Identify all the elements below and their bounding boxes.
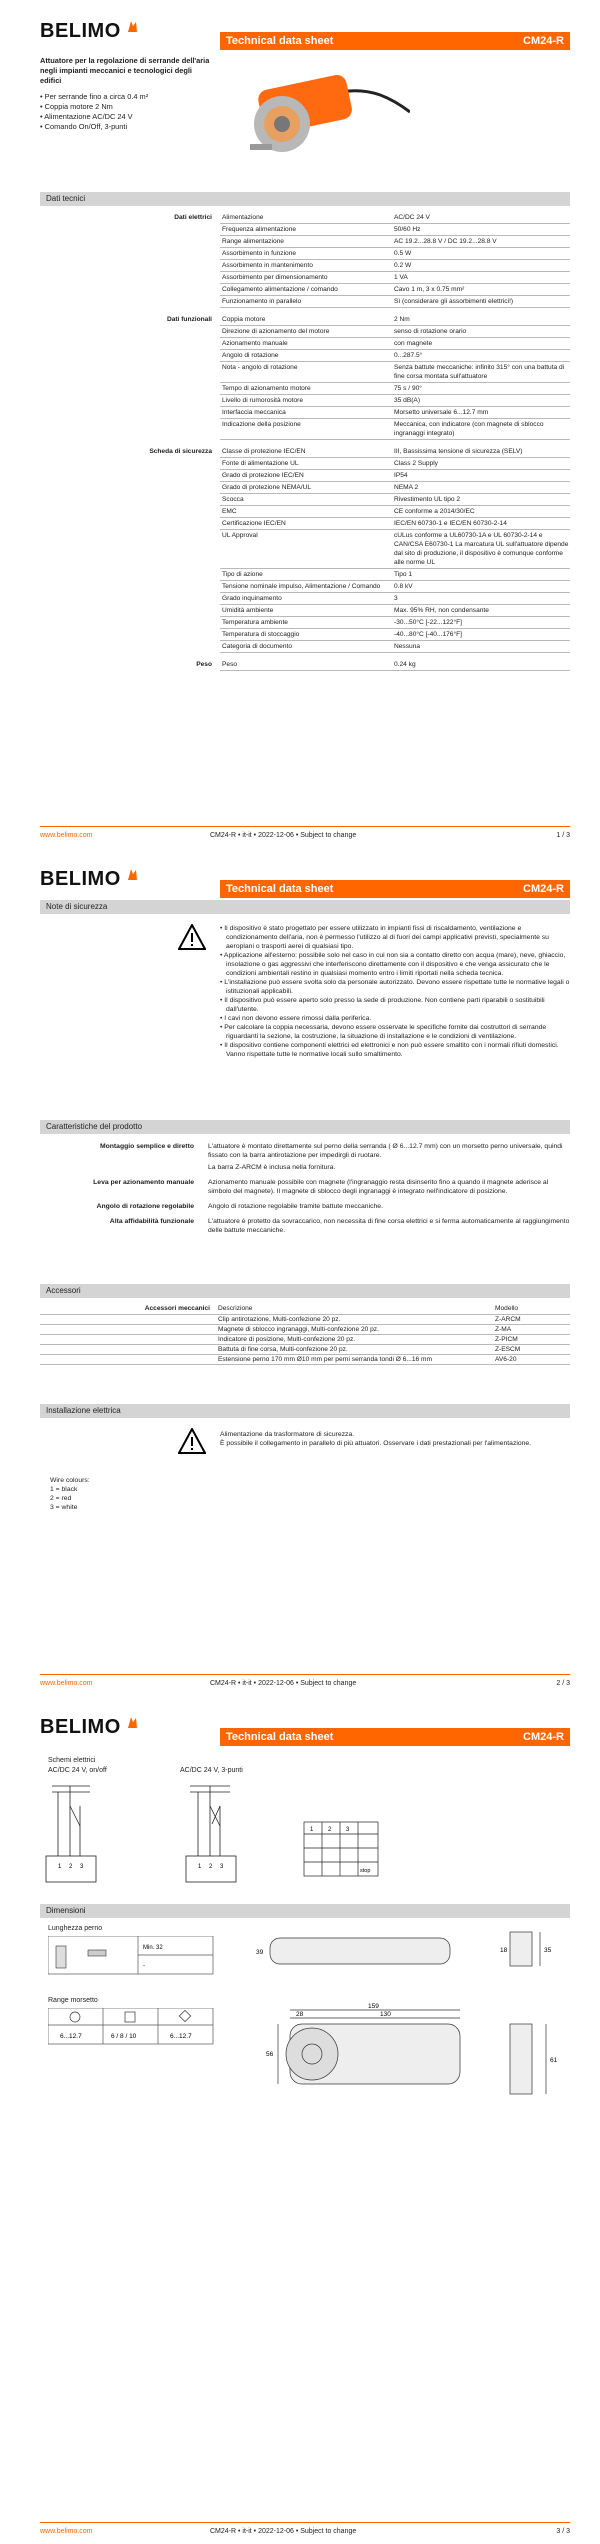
tech-value: III, Bassissima tensione di sicurezza (SELV) [394, 448, 523, 455]
accessory-model: Z-MA [495, 1326, 512, 1333]
accessory-spacer [40, 1325, 218, 1334]
dim-18: 18 [500, 1947, 508, 1954]
feature-label: Leva per azionamento manuale [93, 1179, 194, 1186]
tech-value: IP54 [394, 472, 408, 479]
tech-group-label: Peso [196, 661, 212, 668]
footer-site-link[interactable]: www.belimo.com [40, 2528, 93, 2535]
tech-value: Rivestimento UL tipo 2 [394, 496, 461, 503]
tech-key: Peso [222, 661, 238, 668]
tech-key: Angolo di rotazione [222, 352, 279, 359]
safety-note: • Il dispositivo può essere aperto solo presso la sede di produzione. Non contiene parti riparabili o sostituibili dall'utente. [220, 996, 570, 1014]
tech-row [220, 530, 570, 569]
tech-key: Fonte di alimentazione UL [222, 460, 299, 467]
switch-col-2: 2 [328, 1827, 332, 1833]
clamp-value: 6 / 8 / 10 [111, 2033, 137, 2040]
footer-site-link[interactable]: www.belimo.com [40, 1680, 93, 1687]
doc-type: Technical data sheet [226, 35, 334, 47]
tech-key: Interfaccia meccanica [222, 409, 286, 416]
logo-text: BELIMO [40, 868, 121, 890]
switch-col-1: 1 [310, 1827, 314, 1833]
accessories-label: Accessori meccanici [144, 1305, 210, 1312]
tech-value: 1 VA [394, 274, 408, 281]
section-dimensions: Dimensioni [40, 1904, 570, 1918]
section-safety: Note di sicurezza [40, 900, 570, 914]
tech-row [220, 506, 570, 518]
tech-row [220, 641, 570, 653]
accessory-model: Z-ESCM [495, 1346, 521, 1353]
tech-key: Grado di protezione NEMA/UL [222, 484, 312, 491]
tech-value: -30...50°C [-22...122°F] [394, 619, 462, 626]
intro-bullet: • Per serrande fino a circa 0.4 m² [40, 92, 215, 102]
tech-key: Assorbimento in mantenimento [222, 262, 313, 269]
tech-row [220, 383, 570, 395]
tech-row [220, 338, 570, 350]
tech-row [220, 518, 570, 530]
tech-row [220, 617, 570, 629]
page-number: 1 / 3 [556, 832, 570, 839]
flame-icon [126, 1716, 138, 1728]
tech-key: Livello di rumorosità motore [222, 397, 303, 404]
tech-value: Cavo 1 m, 3 x 0.75 mm² [394, 286, 465, 293]
actuator-product-image [220, 52, 410, 172]
tech-row [220, 314, 570, 326]
accessory-model: Z-PICM [495, 1336, 518, 1343]
page-2 [0, 848, 600, 1696]
feature-text: Azionamento manuale possibile con magnete (l'ingranaggio resta disinserito fino a quando il magnete aderisce al simbolo del magnete). Il magnete di sblocco degli ingranaggi è integrato nell'indicatore di posizione. [208, 1179, 549, 1195]
tech-value: CE conforme a 2014/30/EC [394, 508, 475, 515]
belimo-logo [40, 20, 138, 48]
tech-key: Range alimentazione [222, 238, 284, 245]
accessory-desc: Estensione perno 170 mm Ø10 mm per perni serranda tondi Ø 6...16 mm [218, 1356, 433, 1363]
shaft-min: Min. 32 [143, 1945, 163, 1951]
tech-key: UL Approval [222, 532, 258, 539]
accessory-row [40, 1315, 570, 1325]
intro-bullet: • Comando On/Off, 3-punti [40, 122, 215, 132]
footer-info: CM24-R • it-it • 2022-12-06 • Subject to change [210, 2528, 357, 2535]
tech-value: con magnete [394, 340, 433, 347]
accessory-spacer [40, 1345, 218, 1354]
tech-key: Tensione nominale impulso, Alimentazione / Comando [222, 583, 381, 590]
tech-key: Alimentazione [222, 214, 264, 221]
accessories-header [40, 1304, 570, 1315]
electrical-warning [220, 1430, 560, 1448]
clamp-range-title: Range morsetto [48, 1997, 98, 2004]
feature-label: Angolo di rotazione regolabile [96, 1203, 194, 1210]
intro-title: Attuatore per la regolazione di serrande dell'aria negli impianti meccanici e tecnologici degli edifici [40, 56, 210, 85]
tech-key: EMC [222, 508, 237, 515]
tech-value: 2 Nm [394, 316, 410, 323]
logo-text: BELIMO [40, 1716, 121, 1738]
switch-col-3: 3 [346, 1827, 350, 1833]
section-features: Caratteristiche del prodotto [40, 1120, 570, 1134]
tech-group-label: Dati elettrici [174, 214, 212, 221]
model-name: CM24-R [523, 35, 564, 47]
dim-39: 39 [256, 1949, 264, 1956]
tech-value: AC/DC 24 V [394, 214, 430, 221]
tech-value: Morsetto universale 6...12.7 mm [394, 409, 489, 416]
shaft-dash: - [143, 1963, 145, 1969]
tech-row [220, 407, 570, 419]
tech-row [220, 296, 570, 308]
footer-info: CM24-R • it-it • 2022-12-06 • Subject to change [210, 1680, 357, 1687]
tech-row [220, 605, 570, 617]
feature-text: L'attuatore è protetto da sovraccarico, non necessita di fine corsa elettrici e si ferma automaticamente al raggiungimento delle battute meccaniche. [208, 1218, 570, 1234]
wiring-diagrams [40, 1776, 570, 1896]
feature-text: Angolo di rotazione regolabile tramite battute meccaniche. [208, 1203, 383, 1210]
stop-label: stop [360, 1868, 371, 1874]
tech-row [220, 581, 570, 593]
tech-value: AC 19.2...28.8 V / DC 19.2...28.8 V [394, 238, 497, 245]
flame-icon [126, 868, 138, 880]
tech-value: Nessuna [394, 643, 421, 650]
feature-item [40, 1142, 570, 1172]
header-banner [220, 1728, 570, 1746]
clamp-range-diagram [48, 2008, 223, 2048]
footer-info: CM24-R • it-it • 2022-12-06 • Subject to change [210, 832, 357, 839]
terminal-2: 2 [69, 1864, 73, 1870]
tech-value: IEC/EN 60730-1 e IEC/EN 60730-2-14 [394, 520, 507, 527]
accessory-desc: Magnete di sblocco ingranaggi, Multi-confezione 20 pz. [218, 1326, 379, 1333]
feature-text: L'attuatore è montato direttamente sul perno della serranda ( Ø 6...12.7 mm) con un morsetto perno universale, quindi fissato con la barra antirotazione per impedirgli di ruotare. [208, 1143, 563, 1159]
tech-key: Assorbimento per dimensionamento [222, 274, 328, 281]
tech-key: Tipo di azione [222, 571, 263, 578]
tech-value: 50/60 Hz [394, 226, 421, 233]
tech-value: Class 2 Supply [394, 460, 438, 467]
tech-row [220, 260, 570, 272]
terminal-1: 1 [58, 1864, 62, 1870]
page-1 [0, 0, 600, 848]
footer [40, 826, 570, 839]
tech-key: Frequenza alimentazione [222, 226, 297, 233]
tech-row [220, 272, 570, 284]
tech-group [40, 659, 570, 671]
tech-row [220, 284, 570, 296]
tech-row [220, 350, 570, 362]
tech-key: Coppia motore [222, 316, 266, 323]
scheme-left-title: AC/DC 24 V, on/off [48, 1767, 107, 1774]
accessory-row [40, 1325, 570, 1335]
tech-key: Assorbimento in funzione [222, 250, 297, 257]
tech-group-label: Scheda di sicurezza [149, 448, 212, 455]
intro-bullet: • Alimentazione AC/DC 24 V [40, 112, 215, 122]
footer-site-link[interactable]: www.belimo.com [40, 832, 93, 839]
tech-value: 0.5 W [394, 250, 412, 257]
tech-row [220, 212, 570, 224]
intro-block [40, 56, 215, 132]
tech-row [220, 629, 570, 641]
doc-type: Technical data sheet [226, 883, 334, 895]
tech-value: 0.2 W [394, 262, 412, 269]
tech-value: 0.24 kg [394, 661, 416, 668]
warning-text: È possibile il collegamento in parallelo di più attuatori. Osservare i dati prestazionali per l'alimentazione. [220, 1440, 532, 1447]
tech-row [220, 326, 570, 338]
tech-key: Azionamento manuale [222, 340, 288, 347]
tech-row [220, 458, 570, 470]
tech-row [220, 659, 570, 671]
tech-row [220, 395, 570, 407]
tech-row [220, 470, 570, 482]
tech-key: Classe di protezione IEC/EN [222, 448, 306, 455]
tech-key: Scocca [222, 496, 244, 503]
schemes-title: Schemi elettrici [48, 1757, 96, 1764]
tech-key: Direzione di azionamento del motore [222, 328, 330, 335]
col-model: Modello [495, 1305, 519, 1312]
dim-130: 130 [380, 2011, 391, 2018]
safety-note: • Il dispositivo è stato progettato per essere utilizzato in impianti fissi di riscaldamento, ventilazione e condizionamento dell'aria, non è permesso l'utilizzo al di fuori dei campi applicativi previsti, specialmente su aeroplani o trasporti aerei di qualsiasi tipo. [220, 924, 570, 951]
tech-value: Sì (considerare gli assorbimenti elettrici!) [394, 298, 514, 305]
col-desc: Descrizione [218, 1305, 253, 1312]
clamp-value: 6...12.7 [60, 2033, 82, 2040]
tech-value: cULus conforme a UL60730-1A e UL 60730-2-14 e CAN/CSA E60730-1 La marcatura UL sull'attuatore dipende dal sito di produzione, il dispositivo è comunque conforme alle norme UL [394, 532, 569, 566]
tech-row [220, 236, 570, 248]
accessory-row [40, 1345, 570, 1355]
page-3 [0, 1696, 600, 2544]
tech-key: Tempo di azionamento motore [222, 385, 311, 392]
section-accessories: Accessori [40, 1284, 570, 1298]
intro-bullet: • Coppia motore 2 Nm [40, 102, 215, 112]
tech-group [40, 314, 570, 440]
tech-row [220, 248, 570, 260]
accessory-desc: Battuta di fine corsa, Multi-confezione 20 pz. [218, 1346, 348, 1353]
safety-list [220, 924, 570, 1059]
tech-value: NEMA 2 [394, 484, 419, 491]
tech-group [40, 446, 570, 653]
tech-key: Temperatura di stoccaggio [222, 631, 300, 638]
tech-row [220, 593, 570, 605]
tech-value: 75 s / 90° [394, 385, 422, 392]
tech-key: Grado inquinamento [222, 595, 282, 602]
tech-key: Categoria di documento [222, 643, 293, 650]
tech-row [220, 446, 570, 458]
intro-bullets [40, 92, 215, 132]
tech-group-label: Dati funzionali [166, 316, 212, 323]
terminal-3: 3 [80, 1864, 84, 1870]
tech-key: Grado di protezione IEC/EN [222, 472, 304, 479]
section-electrical: Installazione elettrica [40, 1404, 570, 1418]
accessory-row [40, 1335, 570, 1345]
safety-note: • Applicazione all'esterno: possibile solo nel caso in cui non sia a contatto diretto con acqua (mare), neve, ghiaccio, insolazione o gas aggressivi che interferiscono direttamente con il dispositivo e che venga assicurato che le condizioni ambientali restino in qualsiasi momento entro i limiti riportati nella scheda tecnica. [220, 951, 570, 978]
dimension-drawings [240, 1924, 570, 2144]
safety-note: • Per calcolare la coppia necessaria, devono essere osservate le specifiche fornite dai costruttori di serrande riguardanti la sezione, la costruzione, la situazione di installazione e le condizioni di ventilazione. [220, 1023, 570, 1041]
dim-28: 28 [296, 2011, 304, 2018]
dim-56: 56 [266, 2051, 274, 2058]
dim-35: 35 [544, 1947, 552, 1954]
terminal-3: 3 [220, 1864, 224, 1870]
tech-key: Indicazione della posizione [222, 421, 301, 428]
accessory-row [40, 1355, 570, 1365]
tech-value: 0.8 kV [394, 583, 413, 590]
tech-key: Temperatura ambiente [222, 619, 288, 626]
header-banner [220, 32, 570, 50]
feature-item [40, 1217, 570, 1235]
accessory-spacer [40, 1355, 218, 1364]
doc-type: Technical data sheet [226, 1731, 334, 1743]
tech-key: Umidità ambiente [222, 607, 274, 614]
safety-note: • I cavi non devono essere rimossi dalla periferica. [220, 1014, 570, 1023]
wire-title: Wire colours: [50, 1477, 90, 1484]
tech-value: Senza battute meccaniche: infinito 315° con una battuta di fine corsa montata sull'attuatore [394, 364, 565, 380]
feature-item [40, 1178, 570, 1196]
wire-colours [50, 1476, 90, 1512]
header-banner [220, 880, 570, 898]
tech-value: 0...287.5° [394, 352, 423, 359]
model-name: CM24-R [523, 1731, 564, 1743]
safety-note: • L'installazione può essere svolta solo da personale autorizzato. Devono essere rispettate tutte le normative legali o istituzionali applicabili. [220, 978, 570, 996]
shaft-length-title: Lunghezza perno [48, 1925, 103, 1932]
tech-value: senso di rotazione orario [394, 328, 467, 335]
tech-value: -40...80°C [-40...176°F] [394, 631, 462, 638]
footer [40, 2522, 570, 2535]
accessory-model: Z-ARCM [495, 1316, 521, 1323]
accessories-table [40, 1304, 570, 1365]
tech-row [220, 419, 570, 440]
safety-note: • Il dispositivo contiene componenti elettrici ed elettronici e non può essere smaltito con i normali rifiuti domestici. Vanno rispettate tutte le normative locali sullo smaltimento. [220, 1041, 570, 1059]
tech-row [220, 482, 570, 494]
clamp-value: 6...12.7 [170, 2033, 192, 2040]
feature-label: Alta affidabilità funzionale [109, 1218, 194, 1225]
dim-159: 159 [368, 2003, 379, 2010]
flame-icon [126, 20, 138, 32]
belimo-logo [40, 1716, 138, 1744]
tech-value: 35 dB(A) [394, 397, 421, 404]
features-list [40, 1142, 570, 1241]
accessory-spacer [40, 1335, 218, 1344]
terminal-2: 2 [209, 1864, 213, 1870]
footer [40, 1674, 570, 1687]
feature-label: Montaggio semplice e diretto [99, 1143, 194, 1150]
tech-value: Tipo 1 [394, 571, 413, 578]
dim-61: 61 [550, 2057, 558, 2064]
section-tech: Dati tecnici [40, 192, 570, 206]
wire-item: 1 = black [50, 1486, 78, 1493]
tech-key: Certificazione IEC/EN [222, 520, 286, 527]
feature-text: La barra Z-ARCM è inclusa nella fornitura. [208, 1164, 336, 1171]
wire-item: 3 = white [50, 1504, 78, 1511]
tech-data-table [40, 212, 570, 671]
accessory-model: AV6-20 [495, 1356, 517, 1363]
logo-text: BELIMO [40, 20, 121, 42]
tech-row [220, 224, 570, 236]
tech-value: 3 [394, 595, 398, 602]
tech-key: Nota - angolo di rotazione [222, 364, 298, 371]
accessory-desc: Indicatore di posizione, Multi-confezione 20 pz. [218, 1336, 356, 1343]
model-name: CM24-R [523, 883, 564, 895]
page-number: 2 / 3 [556, 1680, 570, 1687]
accessory-spacer [40, 1315, 218, 1324]
warning-icon [178, 1428, 206, 1454]
belimo-logo [40, 868, 138, 896]
tech-group [40, 212, 570, 308]
feature-item [40, 1202, 570, 1211]
scheme-right-title: AC/DC 24 V, 3-punti [180, 1767, 243, 1774]
accessory-desc: Clip antirotazione, Multi-confezione 20 pz. [218, 1316, 341, 1323]
tech-key: Funzionamento in parallelo [222, 298, 302, 305]
tech-value: Meccanica, con indicatore (con magnete di sblocco ingranaggi integrato) [394, 421, 544, 437]
page-number: 3 / 3 [556, 2528, 570, 2535]
terminal-1: 1 [198, 1864, 202, 1870]
tech-value: Max. 95% RH, non condensante [394, 607, 489, 614]
tech-key: Collegamento alimentazione / comando [222, 286, 338, 293]
warning-icon [178, 924, 206, 950]
tech-row [220, 569, 570, 581]
warning-title: Alimentazione da trasformatore di sicurezza. [220, 1431, 355, 1438]
tech-row [220, 362, 570, 383]
tech-row [220, 494, 570, 506]
wire-item: 2 = red [50, 1495, 72, 1502]
